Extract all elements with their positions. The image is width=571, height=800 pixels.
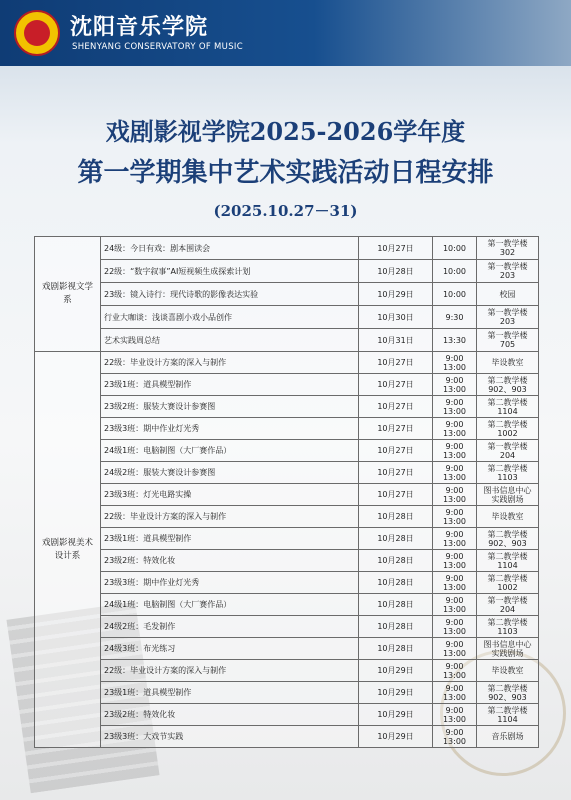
table-row [35, 283, 539, 306]
activity-cell: 艺术实践周总结 [101, 329, 359, 352]
time-cell: 9:00 13:00 [433, 616, 477, 638]
activity-cell: 24级3班：布光练习 [101, 638, 359, 660]
date-cell: 10月29日 [359, 682, 433, 704]
venue-cell: 毕设教室 [477, 506, 539, 528]
venue-cell: 第一教学楼705 [477, 329, 539, 352]
table-row [35, 329, 539, 352]
table-row [35, 528, 539, 550]
time-cell: 13:30 [433, 329, 477, 352]
date-cell: 10月27日 [359, 462, 433, 484]
table-row [35, 572, 539, 594]
venue-cell: 图书信息中心 实践剧场 [477, 484, 539, 506]
time-cell: 10:00 [433, 260, 477, 283]
table-row [35, 484, 539, 506]
activity-cell: 24级1班：电脑制图（大厂赛作品） [101, 440, 359, 462]
venue-cell: 第一教学楼302 [477, 237, 539, 260]
venue-cell: 第二教学楼1002 [477, 572, 539, 594]
venue-cell: 音乐剧场 [477, 726, 539, 748]
activity-cell: 23级2班：特效化妆 [101, 704, 359, 726]
table-row [35, 440, 539, 462]
school-name-cn: 沈阳音乐学院 [70, 14, 209, 40]
activity-cell: 24级：今日有戏：剧本围读会 [101, 237, 359, 260]
time-cell: 9:00 13:00 [433, 462, 477, 484]
date-cell: 10月30日 [359, 306, 433, 329]
date-cell: 10月28日 [359, 572, 433, 594]
date-cell: 10月27日 [359, 374, 433, 396]
time-cell: 9:00 13:00 [433, 484, 477, 506]
schedule-table [34, 236, 539, 748]
date-cell: 10月28日 [359, 638, 433, 660]
activity-cell: 23级2班：服装大赛设计参赛图 [101, 396, 359, 418]
activity-cell: 23级2班：特效化妆 [101, 550, 359, 572]
date-cell: 10月27日 [359, 352, 433, 374]
date-cell: 10月29日 [359, 726, 433, 748]
date-cell: 10月27日 [359, 484, 433, 506]
table-row [35, 352, 539, 374]
activity-cell: 行业大咖谈：浅谈喜剧小戏小品创作 [101, 306, 359, 329]
date-cell: 10月28日 [359, 260, 433, 283]
date-cell: 10月31日 [359, 329, 433, 352]
activity-cell: 23级3班：灯光电路实操 [101, 484, 359, 506]
time-cell: 9:00 13:00 [433, 506, 477, 528]
school-header [0, 0, 571, 66]
time-cell: 9:00 13:00 [433, 660, 477, 682]
venue-cell: 第一教学楼203 [477, 260, 539, 283]
activity-cell: 23级1班：道具模型制作 [101, 374, 359, 396]
table-row [35, 462, 539, 484]
table-row [35, 260, 539, 283]
venue-cell: 第一教学楼204 [477, 594, 539, 616]
page-title-line1: 戏剧影视学院2025-2026学年度 [105, 117, 466, 146]
activity-cell: 24级2班：毛发制作 [101, 616, 359, 638]
activity-cell: 22级：毕业设计方案的深入与制作 [101, 660, 359, 682]
venue-cell: 第一教学楼203 [477, 306, 539, 329]
time-cell: 9:00 13:00 [433, 528, 477, 550]
table-row [35, 638, 539, 660]
table-row [35, 306, 539, 329]
venue-cell: 第二教学楼1104 [477, 704, 539, 726]
activity-cell: 23级1班：道具模型制作 [101, 682, 359, 704]
activity-cell: 23级3班：期中作业灯光秀 [101, 572, 359, 594]
table-row [35, 506, 539, 528]
venue-cell: 第一教学楼204 [477, 440, 539, 462]
time-cell: 9:30 [433, 306, 477, 329]
table-row [35, 594, 539, 616]
time-cell: 9:00 13:00 [433, 704, 477, 726]
venue-cell: 第二教学楼1104 [477, 550, 539, 572]
table-row [35, 726, 539, 748]
date-cell: 10月28日 [359, 616, 433, 638]
date-cell: 10月28日 [359, 528, 433, 550]
time-cell: 9:00 13:00 [433, 726, 477, 748]
activity-cell: 23级3班：大戏节实践 [101, 726, 359, 748]
venue-cell: 第二教学楼 902、903 [477, 374, 539, 396]
activity-cell: 22级：“数字叙事”AI短视频生成探索计划 [101, 260, 359, 283]
table-row [35, 374, 539, 396]
activity-cell: 23级1班：道具模型制作 [101, 528, 359, 550]
venue-cell: 校园 [477, 283, 539, 306]
venue-cell: 第二教学楼1002 [477, 418, 539, 440]
date-cell: 10月27日 [359, 396, 433, 418]
venue-cell: 毕设教室 [477, 660, 539, 682]
date-cell: 10月28日 [359, 550, 433, 572]
school-name-en: SHENYANG CONSERVATORY OF MUSIC [72, 42, 243, 52]
table-row [35, 660, 539, 682]
activity-cell: 23级：镜入诗行：现代诗歌的影像表达实验 [101, 283, 359, 306]
venue-cell: 第二教学楼1103 [477, 462, 539, 484]
school-logo-icon [14, 10, 60, 56]
time-cell: 9:00 13:00 [433, 440, 477, 462]
time-cell: 9:00 13:00 [433, 638, 477, 660]
time-cell: 9:00 13:00 [433, 682, 477, 704]
time-cell: 9:00 13:00 [433, 352, 477, 374]
time-cell: 9:00 13:00 [433, 396, 477, 418]
date-cell: 10月27日 [359, 237, 433, 260]
time-cell: 9:00 13:00 [433, 572, 477, 594]
table-row [35, 396, 539, 418]
activity-cell: 23级3班：期中作业灯光秀 [101, 418, 359, 440]
venue-cell: 毕设教室 [477, 352, 539, 374]
activity-cell: 22级：毕业设计方案的深入与制作 [101, 506, 359, 528]
table-row [35, 616, 539, 638]
table-row [35, 550, 539, 572]
time-cell: 9:00 13:00 [433, 374, 477, 396]
date-range: (2025.10.27－31) [213, 202, 358, 220]
venue-cell: 第二教学楼 902、903 [477, 682, 539, 704]
date-cell: 10月29日 [359, 660, 433, 682]
venue-cell: 第二教学楼 902、903 [477, 528, 539, 550]
date-cell: 10月27日 [359, 440, 433, 462]
page-title-line2: 第一学期集中艺术实践活动日程安排 [77, 158, 494, 188]
activity-cell: 24级2班：服装大赛设计参赛图 [101, 462, 359, 484]
table-row [35, 418, 539, 440]
date-cell: 10月27日 [359, 418, 433, 440]
date-cell: 10月28日 [359, 594, 433, 616]
date-cell: 10月29日 [359, 704, 433, 726]
table-row [35, 237, 539, 260]
time-cell: 9:00 13:00 [433, 594, 477, 616]
table-row [35, 704, 539, 726]
department-cell: 戏剧影视美术设计系 [35, 352, 101, 748]
table-row [35, 682, 539, 704]
activity-cell: 22级：毕业设计方案的深入与制作 [101, 352, 359, 374]
time-cell: 10:00 [433, 283, 477, 306]
date-cell: 10月29日 [359, 283, 433, 306]
time-cell: 10:00 [433, 237, 477, 260]
activity-cell: 24级1班：电脑制图（大厂赛作品） [101, 594, 359, 616]
venue-cell: 第二教学楼1103 [477, 616, 539, 638]
department-cell: 戏剧影视文学系 [35, 237, 101, 352]
time-cell: 9:00 13:00 [433, 418, 477, 440]
venue-cell: 图书信息中心 实践剧场 [477, 638, 539, 660]
date-cell: 10月28日 [359, 506, 433, 528]
venue-cell: 第二教学楼1104 [477, 396, 539, 418]
time-cell: 9:00 13:00 [433, 550, 477, 572]
